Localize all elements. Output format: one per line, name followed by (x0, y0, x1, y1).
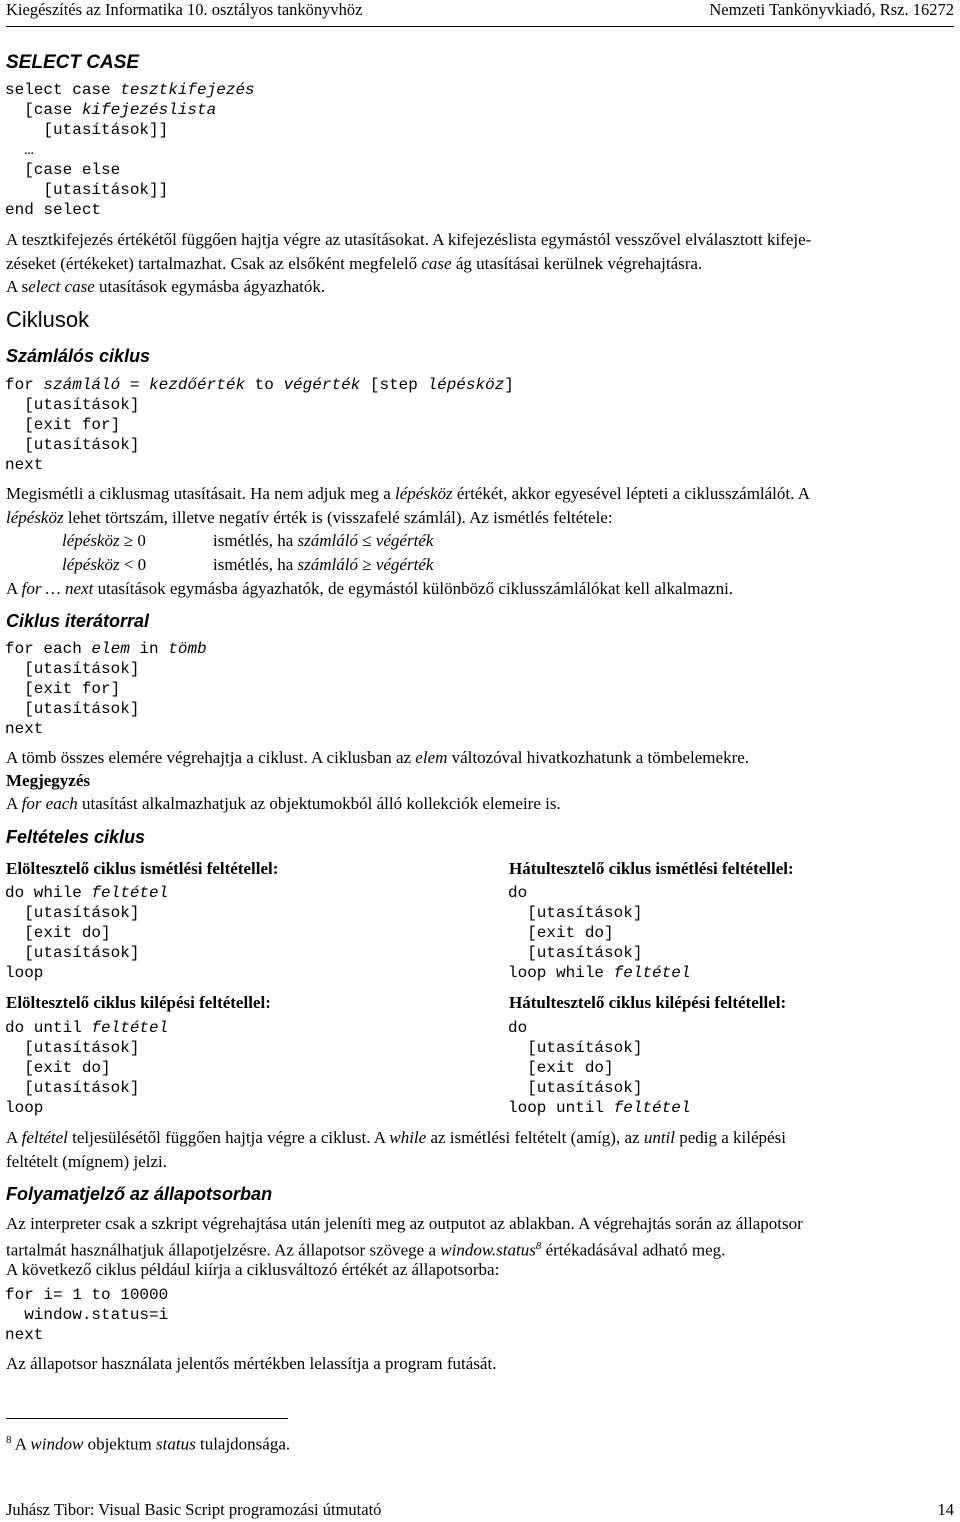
footnote-separator (6, 1418, 288, 1419)
note-heading: Megjegyzés (6, 771, 91, 790)
ciklusok-heading: Ciklusok (6, 307, 90, 332)
condition-row-1-right: ismétlés, ha számláló ≤ végérték (213, 531, 434, 550)
pretest-while-title: Elöltesztelő ciklus ismétlési feltétellel: (6, 859, 279, 878)
footnote: $^8$ A window objektum status tulajdonsága. (6, 1434, 291, 1454)
szamlalos-ciklus-heading: Számlálós ciklus (6, 346, 151, 366)
for-next-code: for számláló = kezdőérték to végérték [step lépésköz] [utasítások] [exit for] [utasítások] next (5, 376, 514, 474)
select-case-heading: SELECT CASE (6, 52, 140, 73)
posttest-while-title: Hátultesztelő ciklus ismétlési feltétellel: (509, 859, 794, 878)
statusbar-desc-2: tartalmát használhatjuk állapotjelzésre. Az állapotsor szövege a window.status$^8$ értékadásával adható meg. (6, 1240, 726, 1260)
felteteles-ciklus-heading: Feltételes ciklus (6, 827, 146, 847)
footer-author-title: Juhász Tibor: Visual Basic Script programozási útmutató (6, 1500, 382, 1519)
posttest-until-title: Hátultesztelő ciklus kilépési feltétellel: (509, 993, 787, 1012)
posttest-while-code: do [utasítások] [exit do] [utasítások] loop while feltétel (508, 884, 691, 982)
posttest-until-code: do [utasítások] [exit do] [utasítások] loop until feltétel (508, 1019, 691, 1117)
for-each-desc: A tömb összes elemére végrehajtja a ciklust. A ciklusban az elem változóval hivatkozhatunk a tömbelemekre. (6, 748, 750, 767)
select-case-desc-1: A tesztkifejezés értékétől függően hajtja végre az utasításokat. A kifejezéslista egymástól vesszővel elválasztott kifeje- (6, 230, 812, 249)
page-header (6, 0, 954, 27)
condition-row-2-right: ismétlés, ha számláló ≥ végérték (213, 555, 434, 574)
page-footer (6, 1500, 954, 1520)
iterator-heading: Ciklus iterátorral (6, 611, 150, 631)
header-publisher: Nemzeti Tankönyvkiadó, Rsz. 16272 (709, 0, 954, 19)
pretest-until-title: Elöltesztelő ciklus kilépési feltétellel: (6, 993, 271, 1012)
note-text: A for each utasítást alkalmazhatjuk az objektumokból álló kollekciók elemeire is. (6, 794, 561, 813)
pretest-while-code: do while feltétel [utasítások] [exit do] [utasítások] loop (5, 884, 169, 982)
select-case-desc-3: A select case utasítások egymásba ágyazhatók. (6, 277, 326, 296)
select-case-code: select case tesztkifejezés [case kifejezéslista [utasítások]] … [case else [utasítások]] end select (5, 81, 255, 219)
condition-row-2-left: lépésköz < 0 (62, 555, 147, 574)
statusbar-desc-4: Az állapotsor használata jelentős mértékben lelassítja a program futását. (6, 1354, 497, 1373)
felteteles-desc-2: feltételt (mígnem) jelzi. (6, 1152, 167, 1171)
select-case-desc-2: zéseket (értékeket) tartalmazhat. Csak az elsőként megfelelő case ág utasításai kerülnek végrehajtásra. (6, 254, 703, 273)
felteteles-desc-1: A feltétel teljesülésétől függően hajtja végre a ciklust. A while az ismétlési feltételt (amíg), az until pedig a kilépési (6, 1128, 786, 1147)
header-book-title: Kiegészítés az Informatika 10. osztályos tankönyvhöz (6, 0, 363, 19)
pretest-until-code: do until feltétel [utasítások] [exit do] [utasítások] loop (5, 1019, 169, 1117)
for-next-desc-1: Megismétli a ciklusmag utasításait. Ha nem adjuk meg a lépésköz értékét, akkor egyesével lépteti a ciklusszámlálót. A (6, 484, 810, 503)
condition-row-1-left: lépésköz ≥ 0 (62, 531, 146, 550)
page-number: 14 (937, 1500, 954, 1519)
for-next-desc-2: lépésköz lehet törtszám, illetve negatív érték is (visszafelé számlál). Az ismétlés feltétele: (6, 508, 613, 527)
for-next-desc-3: A for … next utasítások egymásba ágyazhatók, de egymástól különböző ciklusszámlálókat kell alkalmazni. (6, 579, 734, 598)
statusbar-code: for i= 1 to 10000 window.status=i next (5, 1286, 169, 1344)
statusbar-desc-1: Az interpreter csak a szkript végrehajtása után jeleníti meg az outputot az ablakban. A végrehajtás során az állapotsor (6, 1214, 803, 1233)
statusbar-heading: Folyamatjelző az állapotsorban (6, 1184, 273, 1204)
statusbar-desc-3: A következő ciklus például kiírja a ciklusváltozó értékét az állapotsorba: (6, 1260, 500, 1279)
for-each-code: for each elem in tömb [utasítások] [exit for] [utasítások] next (5, 640, 207, 738)
